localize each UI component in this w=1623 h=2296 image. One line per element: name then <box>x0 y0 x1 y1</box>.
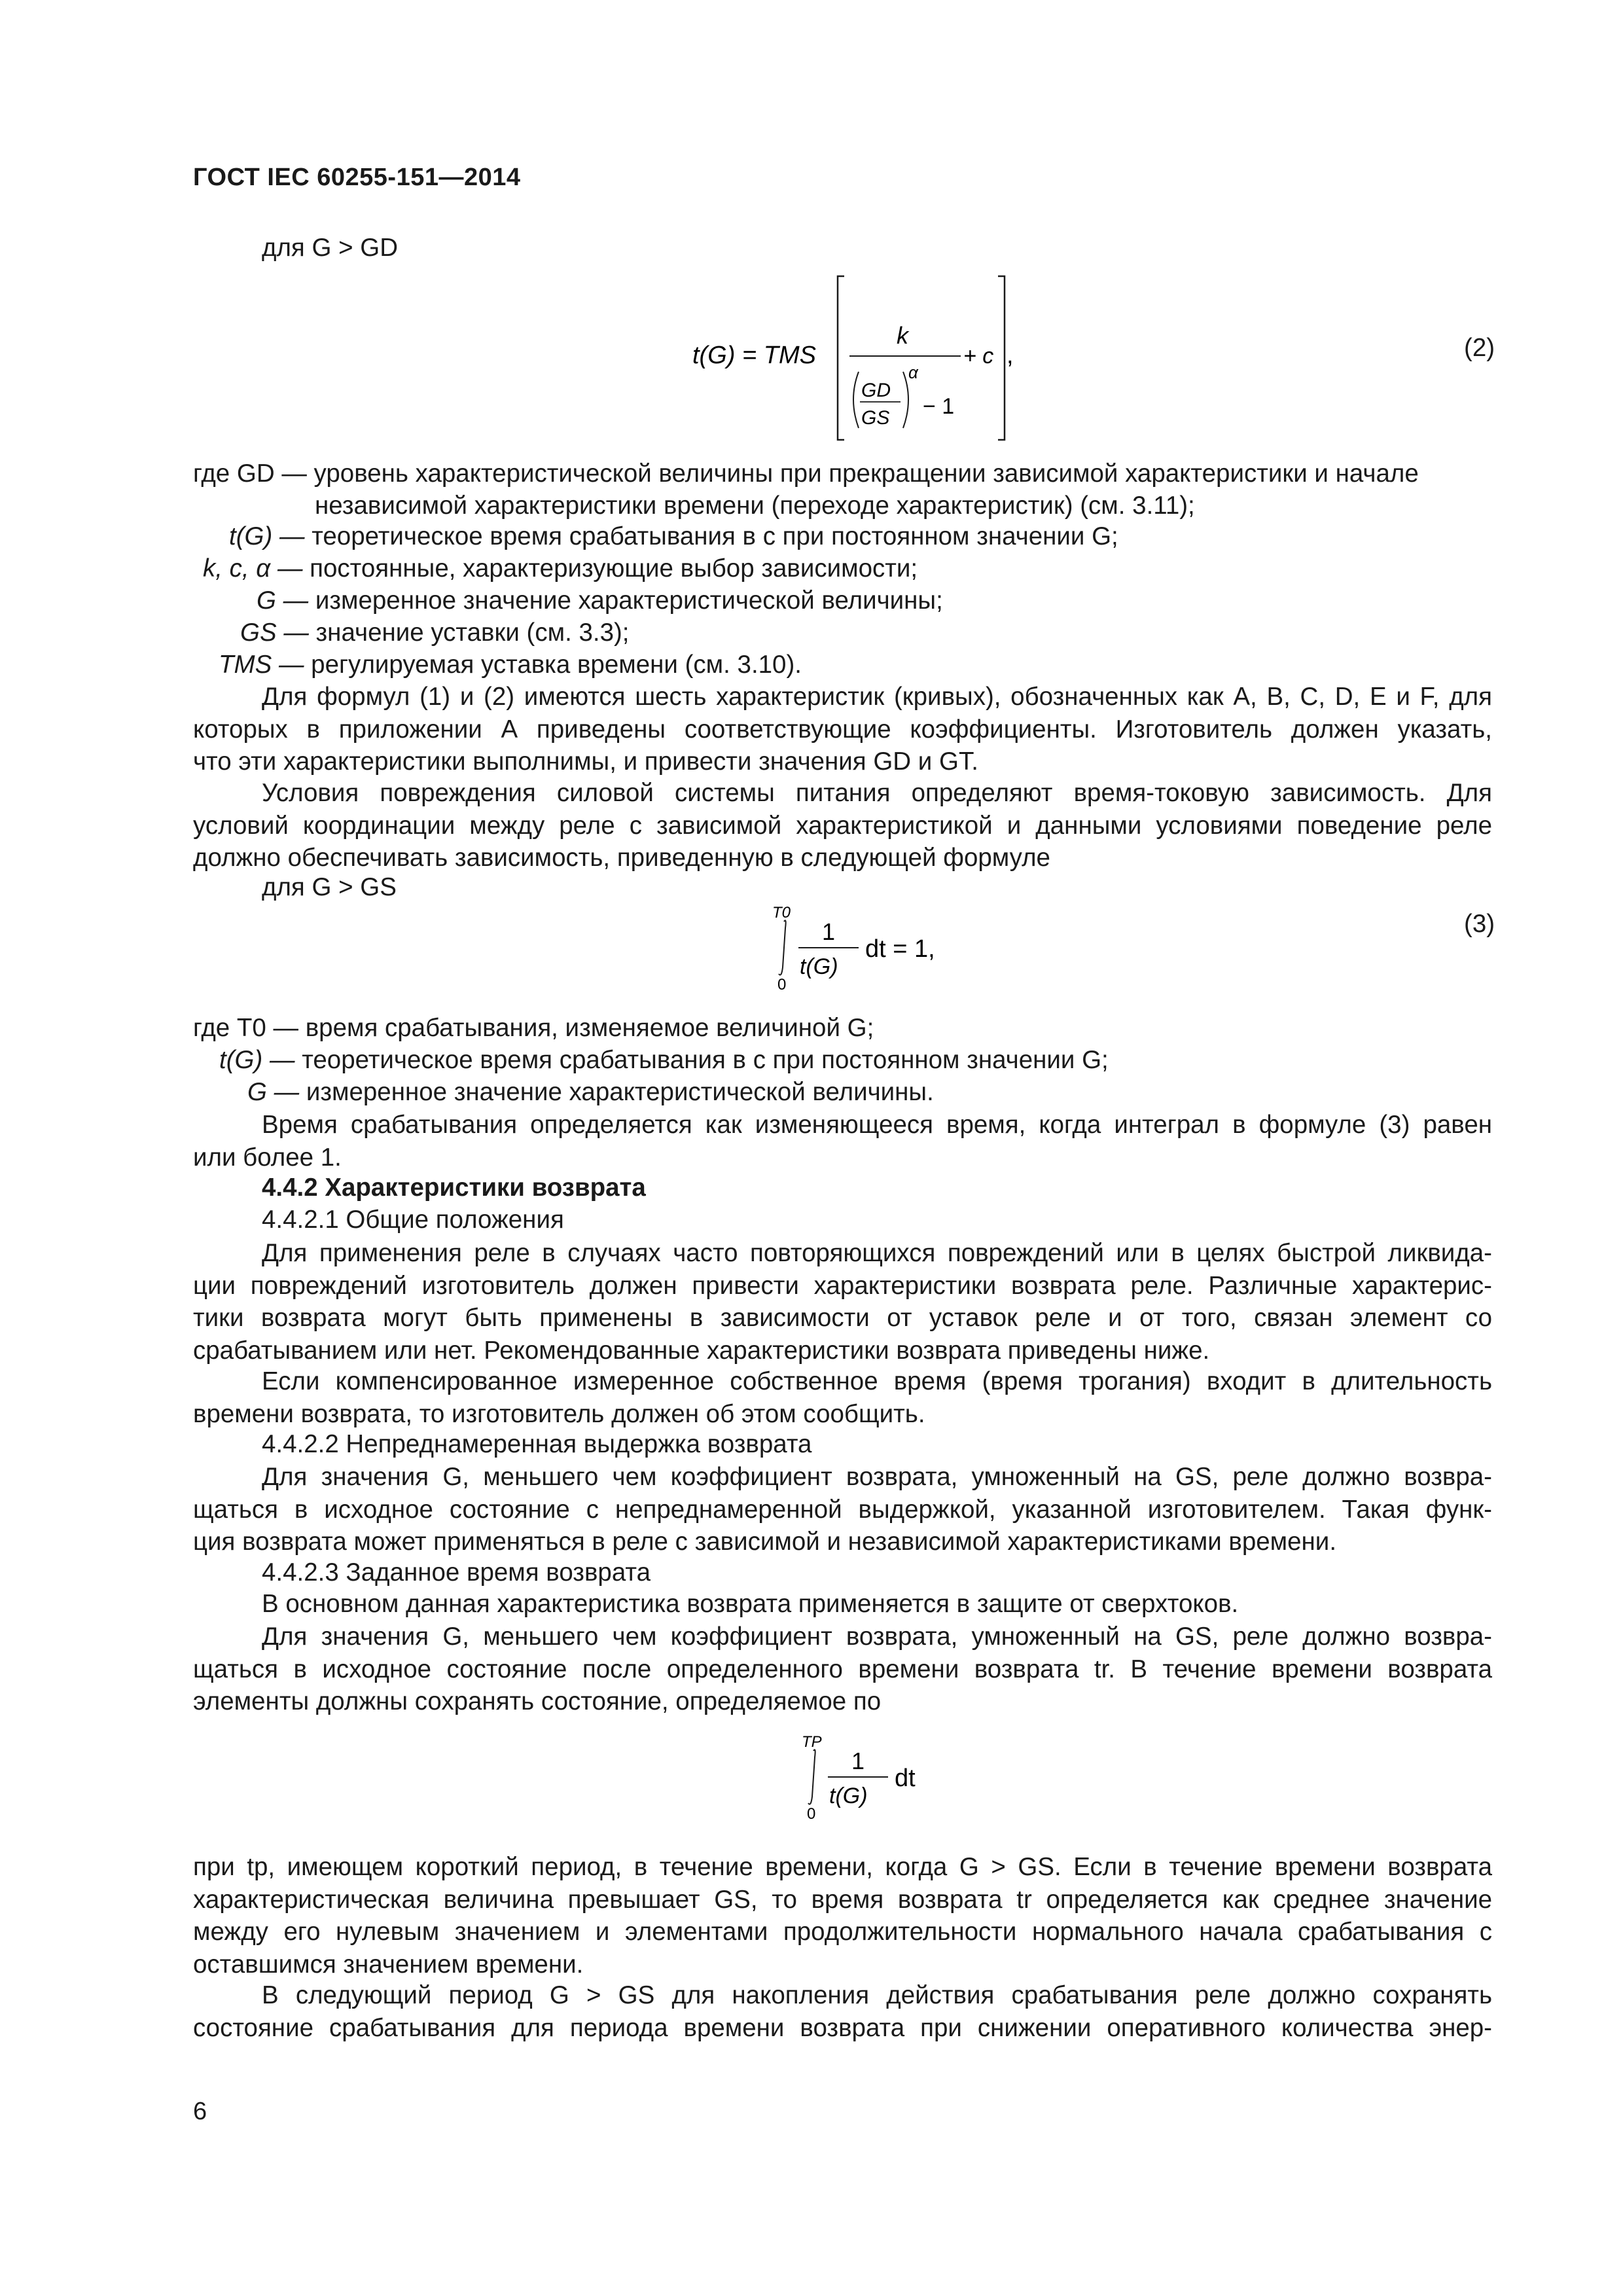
section-4-4-2-1-heading: 4.4.2.1 Общие положения <box>262 1206 564 1234</box>
def-tg-text: теоретическое время срабатывания в с при постоянном значении G; <box>312 522 1118 550</box>
def2-tg-text: теоретическое время срабатывания в с при постоянном значении G; <box>302 1046 1109 1074</box>
paragraph-line: оставшимся значением времени. <box>193 1950 584 1979</box>
formula-3-upper-limit: T0 <box>772 904 791 922</box>
paragraph-overcurrent: В основном данная характеристика возврата применяется в защите от сверхтоков. <box>262 1590 1239 1618</box>
integral-sign <box>779 920 786 975</box>
document-header: ГОСТ IEC 60255-151—2014 <box>193 164 521 191</box>
paragraph-line: между его нулевым значением и элементами продолжительности нормального начала срабатывания с <box>193 1918 1492 1946</box>
formula-2-left-paren <box>853 372 859 428</box>
formula-4-numerator: 1 <box>851 1748 865 1774</box>
def-tms-symbol: TMS — <box>219 651 304 679</box>
paragraph-line: срабатыванием или нет. Рекомендованные характеристики возврата приведены ниже. <box>193 1336 1210 1365</box>
formula-2-frac-den: GS <box>861 407 890 429</box>
paragraph-line: Для применения реле в случаях часто повторяющихся повреждений или в целях быстрой ликвида- <box>262 1239 1492 1267</box>
formula-3-numerator: 1 <box>822 918 836 945</box>
paragraph-line: Для значения G, меньшего чем коэффициент возврата, умноженный на GS, реле должно возвра- <box>262 1623 1492 1651</box>
def-k-text: постоянные, характеризующие выбор зависимости; <box>310 554 918 583</box>
def-gd-text: уровень характеристической величины при прекращении зависимой характеристики и начале <box>313 459 1419 488</box>
paragraph-line: Если компенсированное измеренное собственное время (время трогания) входит в длительность <box>262 1367 1492 1395</box>
section-4-4-2-2-heading: 4.4.2.2 Непреднамеренная выдержка возврата <box>262 1430 812 1458</box>
def-tms <box>219 650 802 680</box>
def-tms-text: регулируемая уставка времени (см. 3.10). <box>311 651 802 679</box>
condition-g-gd: для G > GD <box>262 234 399 262</box>
def2-tg <box>219 1045 1109 1075</box>
def-gs-symbol: GS — <box>240 619 309 647</box>
formula-2-minus-one: − 1 <box>923 394 955 419</box>
def-gd-symbol: где GD — <box>193 459 307 488</box>
formula-2-numerator: k <box>897 322 908 349</box>
formula-2-frac-num: GD <box>861 380 891 401</box>
def-t0-symbol: где T0 — <box>193 1014 299 1042</box>
formula-4 <box>802 1731 933 1823</box>
paragraph-compensated-time <box>193 1365 1492 1430</box>
formula-2-alpha: α <box>908 363 918 382</box>
def-g-text: измеренное значение характеристической величины; <box>315 586 943 615</box>
paragraph-line: Для формул (1) и (2) имеются шесть характеристик (кривых), обозначенных как A, B, C, D, E и F, для <box>262 683 1492 711</box>
def-t0-text: время срабатывания, изменяемое величиной G; <box>305 1014 874 1042</box>
def-k-symbol: k, c, α — <box>203 554 303 583</box>
formula-3 <box>772 902 942 994</box>
paragraph-line: времени возврата, то изготовитель должен об этом сообщить. <box>193 1399 925 1428</box>
formula-2-number: (2) <box>1464 334 1495 362</box>
formula-2-right-bracket <box>998 276 1005 440</box>
def2-g-symbol: G — <box>247 1078 300 1106</box>
formula-3-rest: dt = 1, <box>865 935 935 963</box>
paragraph-line: Условия повреждения силовой системы питания определяют время-токовую зависимость. Для <box>262 779 1492 807</box>
paragraph-next-period <box>193 1979 1492 2044</box>
paragraph-line: при tp, имеющем короткий период, в течение времени, когда G > GS. Если в течение времени возврата <box>193 1853 1492 1881</box>
formula-3-denominator: t(G) <box>800 954 838 979</box>
formula-4-rest: dt <box>895 1765 916 1792</box>
paragraph-unintended-delay <box>193 1461 1492 1558</box>
def-tg <box>229 522 1118 552</box>
paragraph-line: характеристическая величина превышает GS, то время возврата tr определяется как среднее значение <box>193 1885 1492 1914</box>
paragraph-line: щаться в исходное состояние после определенного времени возврата tr. В течение времени возврата <box>193 1655 1492 1683</box>
paragraph-reset-accumulation <box>193 1851 1492 1981</box>
formula-3-number: (3) <box>1464 910 1495 938</box>
paragraph-line: тики возврата могут быть применены в зависимости от уставок реле и от того, связан элемент со <box>193 1304 1492 1332</box>
condition-g-gs: для G > GS <box>262 873 397 901</box>
section-4-4-2-3-heading: 4.4.2.3 Заданное время возврата <box>262 1558 651 1587</box>
formula-2-plus-c: + c <box>963 344 994 368</box>
formula-2-lhs: t(G) = TMS <box>692 342 816 369</box>
def-g <box>257 586 943 616</box>
section-4-4-2-heading: 4.4.2 Характеристики возврата <box>262 1174 646 1202</box>
formula-3-lower-limit: 0 <box>777 976 787 994</box>
formula-2-left-bracket <box>838 276 844 440</box>
paragraph-line: элементы должны сохранять состояние, определяемое по <box>193 1687 882 1715</box>
def2-tg-symbol: t(G) — <box>219 1046 295 1074</box>
paragraph-line: или более 1. <box>193 1143 342 1172</box>
def-k <box>203 554 918 584</box>
formula-2-trailing: , <box>1007 342 1014 369</box>
paragraph-line: ция возврата может применяться в реле с зависимой и независимой характеристиками времени. <box>193 1528 1337 1556</box>
paragraph-line: условий координации между реле с зависимой характеристикой и данными условиями поведение реле <box>193 811 1492 840</box>
formula-4-denominator: t(G) <box>829 1784 868 1808</box>
formula-4-lower-limit: 0 <box>807 1805 816 1823</box>
def2-g <box>247 1077 934 1107</box>
integral-sign <box>808 1749 815 1804</box>
paragraph-operate-time <box>193 1109 1492 1174</box>
paragraph-line: состояние срабатывания для периода времени возврата при снижении оперативного количества энер- <box>193 2013 1492 2042</box>
def-gd-cont: независимой характеристики времени (переходе характеристик) (см. 3.11); <box>315 492 1195 520</box>
def-gs <box>240 618 630 648</box>
def-tg-symbol: t(G) — <box>229 522 305 550</box>
paragraph-line: Время срабатывания определяется как изменяющееся время, когда интеграл в формуле (3) равен <box>262 1111 1492 1139</box>
paragraph-line: которых в приложении А приведены соответствующие коэффициенты. Изготовитель должен указать, <box>193 715 1492 744</box>
def-gd <box>193 459 1419 489</box>
page-number: 6 <box>193 2098 207 2125</box>
def-t0 <box>193 1013 874 1043</box>
def-gs-text: значение уставки (см. 3.3); <box>315 619 630 647</box>
formula-2-right-paren <box>903 372 908 428</box>
paragraph-line: В следующий период G > GS для накопления действия срабатывания реле должно сохранять <box>262 1981 1492 2009</box>
paragraph-line: ции повреждений изготовитель должен привести характеристики возврата реле. Различные характерис- <box>193 1271 1492 1300</box>
def-g-symbol: G — <box>257 586 309 615</box>
def2-g-text: измеренное значение характеристической величины. <box>306 1078 934 1106</box>
paragraph-line: щаться в исходное состояние с непреднамеренной выдержкой, указанной изготовителем. Такая функ- <box>193 1495 1492 1524</box>
formula-4-upper-limit: TP <box>802 1733 822 1751</box>
paragraph-defined-reset <box>193 1621 1492 1718</box>
paragraph-line: что эти характеристики выполнимы, и привести значения GD и GT. <box>193 747 978 776</box>
paragraph-line: Для значения G, меньшего чем коэффициент возврата, умноженный на GS, реле должно возвра- <box>262 1463 1492 1491</box>
paragraph-curves <box>193 681 1492 778</box>
formula-2 <box>654 268 1047 452</box>
paragraph-line: должно обеспечивать зависимость, приведенную в следующей формуле <box>193 844 1050 872</box>
paragraph-fault-conditions <box>193 777 1492 874</box>
paragraph-reset-general <box>193 1237 1492 1367</box>
